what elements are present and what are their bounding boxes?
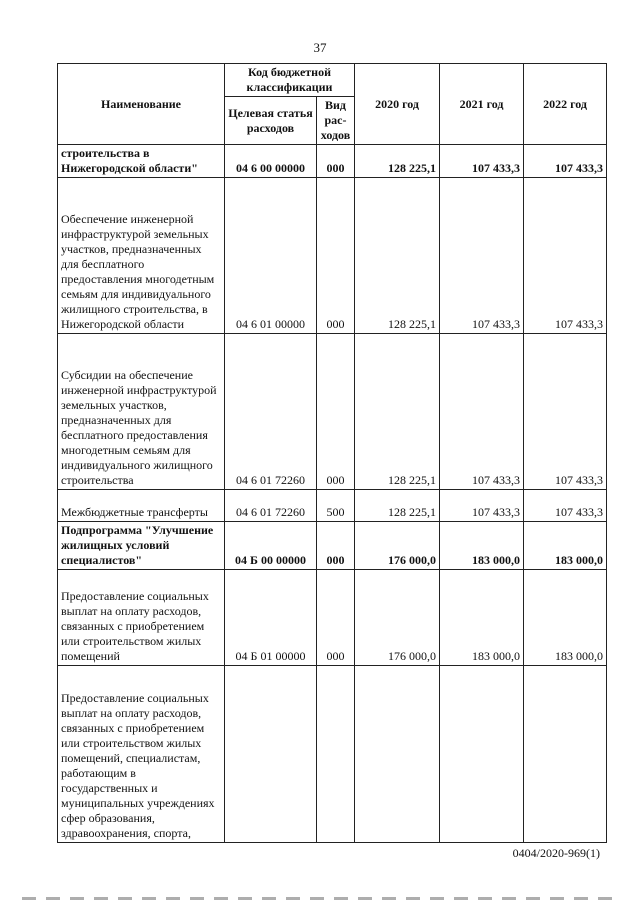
row-name-cell: Субсидии на обеспечение инженерной инфраструктурой земельных участков, предназначенных для бесплатного предоставления многодетным семьям для индивидуального жилищного строительства <box>58 334 225 490</box>
table-row <box>58 490 607 522</box>
table-row <box>58 522 607 570</box>
row-2021-cell: 107 433,3 <box>440 334 524 490</box>
row-expense-type-cell: 000 <box>317 522 355 570</box>
header-target-article: Целевая статья расходов <box>225 97 317 145</box>
row-2020-cell <box>355 666 440 843</box>
table-header-row <box>58 64 607 97</box>
row-name-cell: строительства в Нижегородской области" <box>58 145 225 178</box>
row-2021-cell <box>440 666 524 843</box>
header-2021: 2021 год <box>440 64 524 145</box>
row-name-cell: Обеспечение инженерной инфраструктурой земельных участков, предназначенных для бесплатного предоставления многодетным семьям для индивидуального жилищного строительства, в Нижегородской области <box>58 178 225 334</box>
row-2020-cell: 128 225,1 <box>355 490 440 522</box>
row-2022-cell <box>524 666 607 843</box>
page-number: 37 <box>313 40 327 55</box>
scan-artifact <box>22 897 618 900</box>
row-expense-type-cell: 000 <box>317 178 355 334</box>
row-2021-cell: 183 000,0 <box>440 522 524 570</box>
row-2022-cell: 183 000,0 <box>524 570 607 666</box>
row-2020-cell: 176 000,0 <box>355 570 440 666</box>
row-target-code-cell <box>225 666 317 843</box>
row-expense-type-cell: 000 <box>317 145 355 178</box>
table-row <box>58 570 607 666</box>
row-expense-type-cell: 000 <box>317 570 355 666</box>
row-2021-cell: 107 433,3 <box>440 145 524 178</box>
row-expense-type-cell: 500 <box>317 490 355 522</box>
table-row <box>58 145 607 178</box>
table-row <box>58 666 607 843</box>
row-target-code-cell: 04 6 01 72260 <box>225 490 317 522</box>
row-target-code-cell: 04 Б 01 00000 <box>225 570 317 666</box>
row-expense-type-cell <box>317 666 355 843</box>
header-2022: 2022 год <box>524 64 607 145</box>
header-name: Наименование <box>58 64 225 145</box>
row-expense-type-cell: 000 <box>317 334 355 490</box>
row-name-cell: Подпрограмма "Улучшение жилищных условий специалистов" <box>58 522 225 570</box>
row-2022-cell: 107 433,3 <box>524 334 607 490</box>
header-expense-type: Вид рас-ходов <box>317 97 355 145</box>
row-target-code-cell: 04 6 01 72260 <box>225 334 317 490</box>
row-2020-cell: 128 225,1 <box>355 178 440 334</box>
document-code: 0404/2020-969(1) <box>512 846 600 860</box>
row-2020-cell: 176 000,0 <box>355 522 440 570</box>
row-target-code-cell: 04 6 01 00000 <box>225 178 317 334</box>
row-2022-cell: 107 433,3 <box>524 490 607 522</box>
row-2020-cell: 128 225,1 <box>355 334 440 490</box>
row-2021-cell: 107 433,3 <box>440 178 524 334</box>
row-2022-cell: 183 000,0 <box>524 522 607 570</box>
row-target-code-cell: 04 6 00 00000 <box>225 145 317 178</box>
row-2021-cell: 107 433,3 <box>440 490 524 522</box>
row-2022-cell: 107 433,3 <box>524 145 607 178</box>
row-name-cell: Межбюджетные трансферты <box>58 490 225 522</box>
row-name-cell: Предоставление социальных выплат на оплату расходов, связанных с приобретением или строительством жилых помещений <box>58 570 225 666</box>
table-row <box>58 334 607 490</box>
header-2020: 2020 год <box>355 64 440 145</box>
table-row <box>58 178 607 334</box>
header-budget-code: Код бюджетной классификации <box>225 64 355 97</box>
row-name-cell: Предоставление социальных выплат на оплату расходов, связанных с приобретением или строительством жилых помещений, специалистам, работающим в государственных и муниципальных учреждениях сфер образования, здравоохранения, спорта, <box>58 666 225 843</box>
budget-table <box>57 63 607 843</box>
row-2022-cell: 107 433,3 <box>524 178 607 334</box>
row-2021-cell: 183 000,0 <box>440 570 524 666</box>
row-2020-cell: 128 225,1 <box>355 145 440 178</box>
row-target-code-cell: 04 Б 00 00000 <box>225 522 317 570</box>
